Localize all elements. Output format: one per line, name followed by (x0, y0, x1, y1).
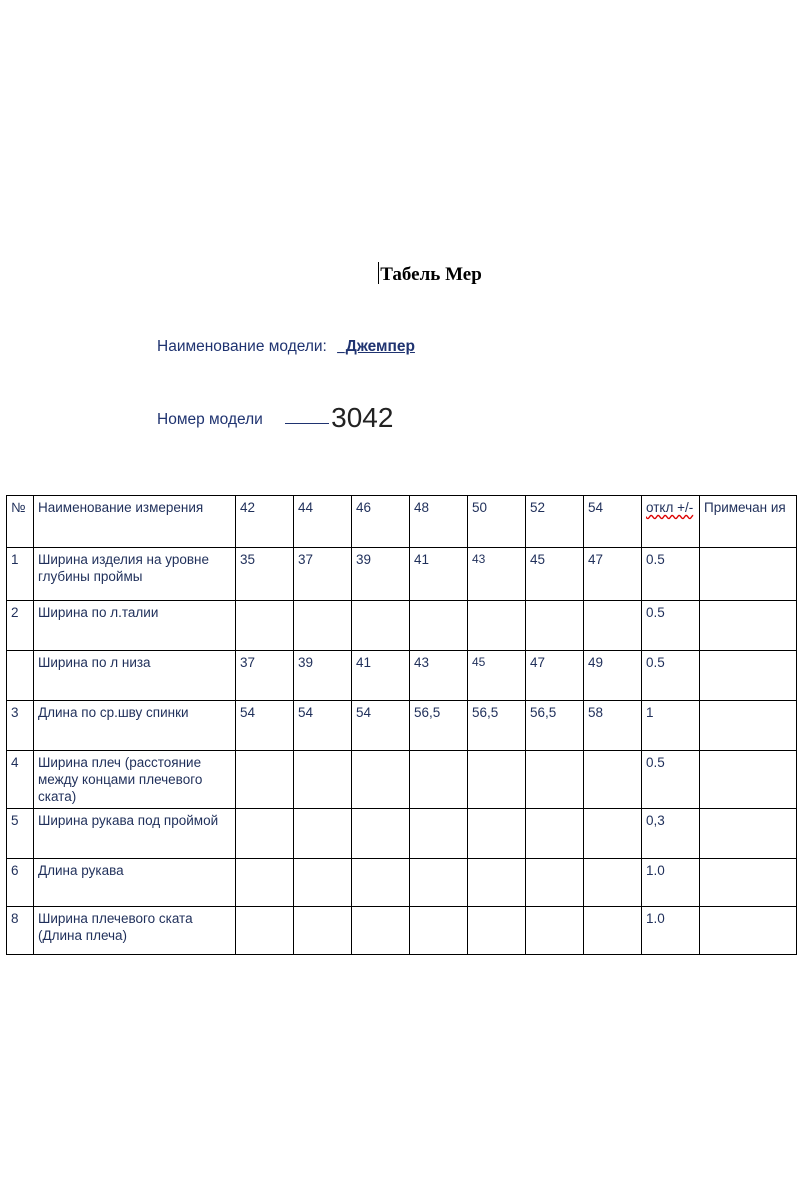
row-size-value: 54 (236, 701, 294, 751)
row-size-value (410, 907, 468, 955)
header-size-52: 52 (526, 496, 584, 548)
row-size-value (236, 601, 294, 651)
row-size-value (236, 809, 294, 859)
row-notes (700, 751, 797, 809)
row-size-value: 54 (294, 701, 352, 751)
row-number: 4 (7, 751, 34, 809)
document-title (0, 262, 800, 286)
table-row (7, 701, 797, 751)
row-size-value: 43 (410, 651, 468, 701)
row-notes (700, 859, 797, 907)
row-size-value (294, 907, 352, 955)
row-tolerance: 0.5 (642, 651, 700, 701)
row-measurement-name (34, 859, 236, 907)
row-measurement-name-text: Ширина рукава под проймой (38, 813, 219, 828)
row-size-value (294, 751, 352, 809)
row-size-value: 43 (468, 548, 526, 601)
row-size-value (294, 809, 352, 859)
model-name-label: Наименование модели: (157, 338, 327, 355)
row-number: 5 (7, 809, 34, 859)
row-tolerance: 1 (642, 701, 700, 751)
header-size-46: 46 (352, 496, 410, 548)
header-size-50: 50 (468, 496, 526, 548)
row-size-value: 39 (294, 651, 352, 701)
row-size-value: 39 (352, 548, 410, 601)
row-size-value (352, 907, 410, 955)
row-size-value: 41 (410, 548, 468, 601)
row-size-value (410, 809, 468, 859)
row-measurement-name (34, 907, 236, 955)
table-row (7, 859, 797, 907)
row-size-value (410, 859, 468, 907)
row-size-value (352, 751, 410, 809)
header-size-54: 54 (584, 496, 642, 548)
row-size-value: 47 (526, 651, 584, 701)
row-size-value (294, 859, 352, 907)
row-size-value (468, 809, 526, 859)
header-notes: Примечан ия (700, 496, 797, 548)
row-size-value (352, 809, 410, 859)
row-size-value (526, 751, 584, 809)
row-measurement-name-text: Ширина плечевого ската (Длина плеча) (38, 911, 193, 943)
row-size-value (468, 601, 526, 651)
row-measurement-name-text: Ширина плеч (расстояние между концами плечевого ската) (38, 755, 203, 804)
header-size-48: 48 (410, 496, 468, 548)
table-row (7, 809, 797, 859)
row-size-value (526, 809, 584, 859)
row-size-value: 37 (294, 548, 352, 601)
row-size-value (526, 907, 584, 955)
row-size-value (468, 751, 526, 809)
measurement-table (6, 495, 797, 955)
row-size-value (236, 907, 294, 955)
row-number: 6 (7, 859, 34, 907)
row-size-value (526, 859, 584, 907)
row-size-value (236, 751, 294, 809)
row-size-value (352, 859, 410, 907)
row-size-value (294, 601, 352, 651)
table-header-row (7, 496, 797, 548)
table-row (7, 751, 797, 809)
model-number-blank-line (285, 423, 329, 424)
header-size-44: 44 (294, 496, 352, 548)
table-row (7, 601, 797, 651)
row-tolerance: 1.0 (642, 907, 700, 955)
row-size-value: 45 (468, 651, 526, 701)
row-notes (700, 601, 797, 651)
header-tolerance-text: откл +/- (646, 500, 694, 515)
row-tolerance: 0.5 (642, 548, 700, 601)
row-size-value (468, 907, 526, 955)
row-tolerance: 0.5 (642, 751, 700, 809)
row-measurement-name (34, 651, 236, 701)
row-notes (700, 809, 797, 859)
document-title-text: Табель Мер (380, 264, 482, 285)
row-measurement-name-text: Ширина по л.талии (38, 605, 159, 620)
row-tolerance: 1.0 (642, 859, 700, 907)
header-size-42: 42 (236, 496, 294, 548)
model-number-value: 3042 (331, 402, 394, 433)
row-size-value (410, 601, 468, 651)
row-tolerance: 0,3 (642, 809, 700, 859)
header-measurement-name: Наименование измерения (34, 496, 236, 548)
row-notes (700, 548, 797, 601)
row-size-value: 56,5 (410, 701, 468, 751)
row-tolerance: 0.5 (642, 601, 700, 651)
row-number (7, 651, 34, 701)
row-size-value: 37 (236, 651, 294, 701)
model-number-label: Номер модели (157, 411, 263, 428)
row-measurement-name-text: Ширина изделия на уровне глубины проймы (38, 552, 209, 584)
table-row (7, 548, 797, 601)
row-size-value (468, 859, 526, 907)
row-size-value (410, 751, 468, 809)
row-measurement-name-text: Длина рукава (38, 863, 124, 878)
row-size-value: 58 (584, 701, 642, 751)
row-measurement-name-text: Ширина по л низа (38, 655, 151, 670)
row-size-value: 56,5 (468, 701, 526, 751)
row-size-value (352, 601, 410, 651)
header-tolerance (642, 496, 700, 548)
row-number: 2 (7, 601, 34, 651)
row-measurement-name (34, 548, 236, 601)
row-size-value (584, 859, 642, 907)
row-size-value: 35 (236, 548, 294, 601)
row-size-value: 54 (352, 701, 410, 751)
row-size-value: 56,5 (526, 701, 584, 751)
row-measurement-name (34, 601, 236, 651)
row-measurement-name (34, 809, 236, 859)
row-size-value: 49 (584, 651, 642, 701)
row-size-value (584, 907, 642, 955)
row-notes (700, 907, 797, 955)
row-number: 8 (7, 907, 34, 955)
row-size-value: 45 (526, 548, 584, 601)
row-number: 1 (7, 548, 34, 601)
row-size-value (584, 809, 642, 859)
row-size-value (526, 601, 584, 651)
row-notes (700, 701, 797, 751)
row-number: 3 (7, 701, 34, 751)
model-name-row (157, 338, 415, 356)
row-size-value: 41 (352, 651, 410, 701)
model-name-value: _Джемпер (337, 338, 415, 355)
row-measurement-name-text: Длина по ср.шву спинки (38, 705, 189, 720)
row-size-value (584, 751, 642, 809)
row-notes (700, 651, 797, 701)
row-size-value (584, 601, 642, 651)
table-row (7, 907, 797, 955)
row-size-value: 47 (584, 548, 642, 601)
model-number-row (157, 402, 393, 434)
table-row (7, 651, 797, 701)
row-measurement-name (34, 701, 236, 751)
row-size-value (236, 859, 294, 907)
row-measurement-name (34, 751, 236, 809)
header-number: № (7, 496, 34, 548)
